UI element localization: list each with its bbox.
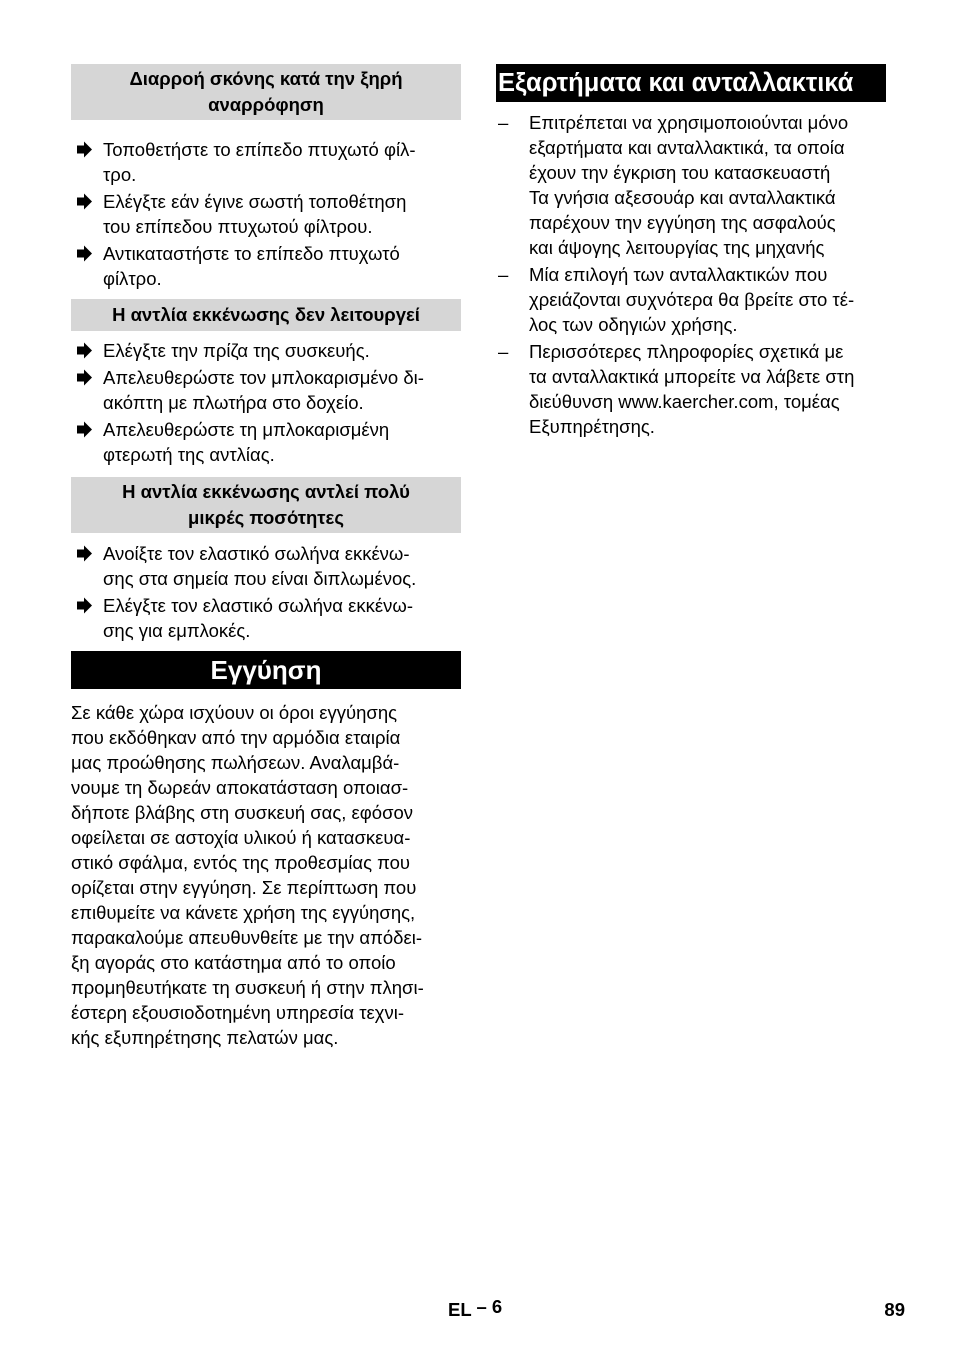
- list-item: [71, 593, 461, 643]
- arrow-right-icon: [73, 189, 95, 214]
- text-line: δήποτε βλάβης στη συσκευή σας, εφόσον: [71, 802, 414, 823]
- text-line: έστερη εξουσιοδοτημένη υπηρεσία τεχνι-: [71, 1002, 405, 1023]
- heading-line: Η αντλία εκκένωσης αντλεί πολύ: [122, 481, 410, 502]
- warranty-body: [71, 700, 461, 1050]
- list-item: [71, 365, 461, 415]
- heading-line: Διαρροή σκόνης κατά την ξηρή: [129, 68, 403, 89]
- footer-language-code: [448, 1298, 502, 1322]
- item-line: τρο.: [103, 164, 137, 185]
- page-number: 89: [884, 1299, 905, 1320]
- item-line: έχουν την έγκριση του κατασκευαστή: [529, 162, 831, 183]
- item-line: φτερωτή της αντλίας.: [103, 444, 275, 465]
- text-line: που εκδόθηκαν από την αρμόδια εταιρία: [71, 727, 401, 748]
- item-line: Αντικαταστήστε το επίπεδο πτυχωτό: [103, 243, 400, 264]
- list-item: [71, 417, 461, 467]
- arrow-right-icon: [73, 338, 95, 363]
- footer-sub-page: – 6: [476, 1296, 503, 1317]
- item-line: σης για εμπλοκές.: [103, 620, 251, 641]
- item-line: του επίπεδου πτυχωτού φίλτρου.: [103, 216, 373, 237]
- heading-line: μικρές ποσότητες: [188, 507, 344, 528]
- list-pump-low-volume: [71, 541, 461, 643]
- item-line: Ελέγξτε εάν έγινε σωστή τοποθέτηση: [103, 191, 407, 212]
- list-item: [496, 339, 886, 439]
- list-accessories: [496, 110, 886, 439]
- item-line: Απελευθερώστε τη μπλοκαρισμένη: [103, 419, 390, 440]
- text-line: Σε κάθε χώρα ισχύουν οι όροι εγγύησης: [71, 702, 398, 723]
- text-line: στικό σφάλμα, εντός της προθεσμίας που: [71, 852, 411, 873]
- item-line: ακόπτη με πλωτήρα στο δοχείο.: [103, 392, 364, 413]
- item-line: Εξυπηρέτησης.: [529, 416, 655, 437]
- heading-line: αναρρόφηση: [208, 94, 324, 115]
- item-line: εξαρτήματα και ανταλλακτικά, τα οποία: [529, 137, 845, 158]
- list-item: [71, 189, 461, 239]
- arrow-right-icon: [73, 593, 95, 618]
- item-line: Τοποθετήστε το επίπεδο πτυχωτό φίλ-: [103, 139, 416, 160]
- section-heading-pump-low-volume: [71, 477, 461, 533]
- item-line: φίλτρο.: [103, 268, 162, 289]
- item-line: τα ανταλλακτικά μπορείτε να λάβετε στη: [529, 366, 855, 387]
- item-line: Μία επιλογή των ανταλλακτικών που: [529, 264, 828, 285]
- item-line: διεύθυνση www.kaercher.com, τομέας: [529, 391, 840, 412]
- text-line: παρακαλούμε απευθυνθείτε με την απόδει-: [71, 927, 422, 948]
- arrow-right-icon: [73, 365, 95, 390]
- text-line: ορίζεται στην εγγύηση. Σε περίπτωση που: [71, 877, 417, 898]
- section-heading-dust-leak: [71, 64, 461, 120]
- arrow-right-icon: [73, 417, 95, 442]
- right-column: [496, 64, 886, 441]
- text-line: νουμε τη δωρεάν αποκατάσταση οποιασ-: [71, 777, 409, 798]
- footer-lang: EL: [448, 1299, 472, 1320]
- list-item: [71, 541, 461, 591]
- item-line: παρέχουν την εγγύηση της ασφαλούς: [529, 212, 836, 233]
- item-line: Τα γνήσια αξεσουάρ και ανταλλακτικά: [529, 187, 836, 208]
- dash-bullet: –: [498, 341, 509, 362]
- warranty-heading: Εγγύηση: [71, 651, 461, 689]
- item-line: Απελευθερώστε τον μπλοκαρισμένο δι-: [103, 367, 424, 388]
- section-heading-pump-not-working: [71, 299, 461, 331]
- list-pump-not-working: [71, 338, 461, 467]
- list-dust-leak: [71, 137, 461, 291]
- item-line: Ελέγξτε την πρίζα της συσκευής.: [103, 340, 370, 361]
- item-line: Περισσότερες πληροφορίες σχετικά με: [529, 341, 844, 362]
- list-item: [71, 338, 461, 363]
- list-item: [496, 262, 886, 337]
- text-line: οφείλεται σε αστοχία υλικού ή κατασκευα-: [71, 827, 411, 848]
- item-line: και άψογης λειτουργίας της μηχανής: [529, 237, 825, 258]
- item-line: Επιτρέπεται να χρησιμοποιούνται μόνο: [529, 112, 849, 133]
- text-line: μας προώθησης πωλήσεων. Αναλαμβά-: [71, 752, 400, 773]
- arrow-right-icon: [73, 541, 95, 566]
- item-line: Ελέγξτε τον ελαστικό σωλήνα εκκένω-: [103, 595, 413, 616]
- arrow-right-icon: [73, 241, 95, 266]
- arrow-right-icon: [73, 137, 95, 162]
- list-item: [496, 110, 886, 260]
- text-line: προμηθευτήκατε τη συσκευή ή στην πλησι-: [71, 977, 424, 998]
- text-line: κής εξυπηρέτησης πελατών μας.: [71, 1027, 339, 1048]
- dash-bullet: –: [498, 264, 509, 285]
- list-item: [71, 241, 461, 291]
- list-item: [71, 137, 461, 187]
- item-line: λος των οδηγιών χρήσης.: [529, 314, 738, 335]
- heading-line: Η αντλία εκκένωσης δεν λειτουργεί: [112, 304, 420, 325]
- item-line: Ανοίξτε τον ελαστικό σωλήνα εκκένω-: [103, 543, 410, 564]
- item-line: σης στα σημεία που είναι διπλωμένος.: [103, 568, 417, 589]
- left-column: [71, 64, 461, 1050]
- item-line: χρειάζονται συχνότερα θα βρείτε στο τέ-: [529, 289, 855, 310]
- dash-bullet: –: [498, 112, 509, 133]
- text-line: ξη αγοράς στο κατάστημα από το οποίο: [71, 952, 396, 973]
- accessories-heading: Εξαρτήματα και ανταλλακτικά: [496, 64, 886, 102]
- text-line: επιθυμείτε να κάνετε χρήση της εγγύησης,: [71, 902, 416, 923]
